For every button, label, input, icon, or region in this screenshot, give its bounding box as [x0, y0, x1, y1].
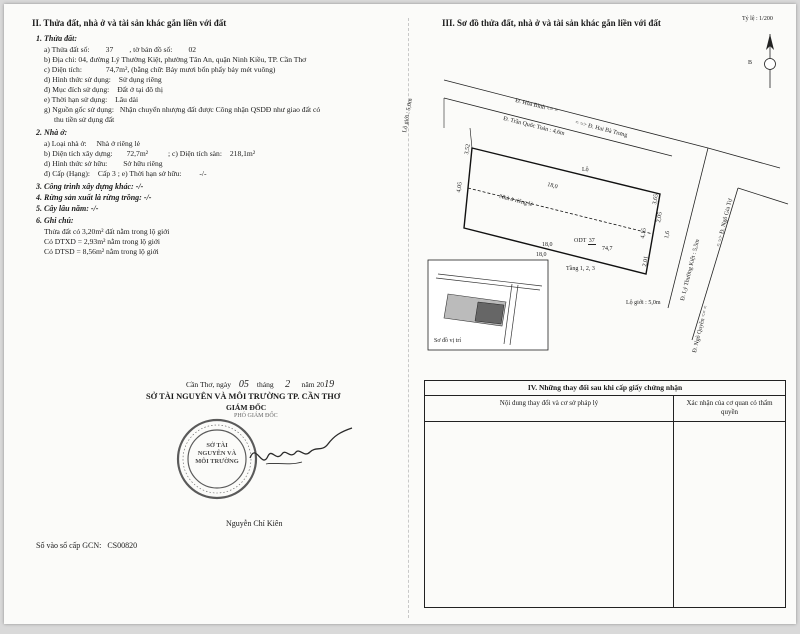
section-ii-title: II. Thửa đất, nhà ở và tài sản khác gắn liền với đất — [32, 18, 227, 28]
changes-col-content: Nội dung thay đổi và cơ sở pháp lý — [425, 396, 673, 422]
date-month-label: tháng — [256, 380, 274, 389]
other-works: 3. Công trình xây dựng khác: -/- — [36, 182, 144, 191]
house-row-d — [44, 159, 163, 168]
road-right-label: Đ. Lý Thường Kiệt : 5,5m — [680, 238, 702, 302]
changes-col-approval: Xác nhận của cơ quan có thẩm quyền — [674, 396, 785, 422]
date-month: 2 — [285, 379, 291, 390]
road-right-far-label: = => Đ. Ngô Gia Tự — [716, 198, 734, 248]
date-year-label: năm 20 — [301, 380, 325, 389]
house-row-b — [44, 149, 255, 158]
gcn-label: Số vào sổ cấp GCN: — [36, 541, 102, 550]
own-term-label: ; e) Thời hạn sở hữu: — [117, 169, 182, 178]
area-value: 74,7m², (bằng chữ: Bảy mươi bốn phẩy bảy mét vuông) — [105, 65, 276, 74]
seal-center-text: SỞ TÀI NGUYÊN VÀ MÔI TRƯỜNG — [195, 442, 239, 465]
road-bottom-label: Đ. Ngô Quyền <= = — [692, 305, 710, 354]
certificate-sheet — [4, 4, 796, 624]
land-row-g — [44, 105, 320, 114]
house-row-a — [44, 139, 140, 148]
map-sheet-number: 02 — [188, 45, 197, 54]
own-term-value: -/- — [199, 169, 207, 178]
lo-gioi-left: Lộ giới : 5,0m — [402, 98, 414, 134]
dim-right-2: 2,05 — [656, 211, 664, 224]
address-label: b) Địa chỉ: — [44, 55, 77, 64]
ownership-value: Sở hữu riêng — [123, 159, 163, 168]
house-type-label: a) Loại nhà ở: — [44, 139, 87, 148]
term-label: e) Thời hạn sử dụng: — [44, 95, 108, 104]
location-inset-label: Sơ đồ vị trí — [434, 338, 462, 344]
house-type-value: Nhà ở riêng lẻ — [96, 139, 140, 148]
origin-value-cont: thu tiền sử dụng đất — [54, 115, 115, 124]
signature-mark — [244, 422, 364, 482]
changes-title: IV. Những thay đổi sau khi cấp giấy chứng nhận — [425, 381, 785, 396]
dim-right-1: 3,65 — [652, 193, 660, 206]
land-heading: 1. Thửa đất: — [36, 34, 78, 43]
issue-date — [186, 380, 334, 389]
origin-label: g) Nguồn gốc sử dụng: — [44, 105, 114, 114]
floor-area-value: 218,1m² — [229, 149, 256, 158]
parcel-type-code: ODT — [574, 238, 587, 244]
address-value: 04, đường Lý Thường Kiệt, phường Tân An, quận Ninh Kiều, TP. Cần Thơ — [78, 55, 307, 64]
built-area-value: 72,7m² — [126, 149, 149, 158]
dim-mid: 18,0 — [542, 242, 553, 248]
road-top-label: Đ. Hòa Bình <= = — [514, 98, 559, 115]
note-line-1: Thửa đất có 3,20m² đất nằm trong lộ giới — [44, 227, 170, 236]
built-area-label: b) Diện tích xây dựng: — [44, 149, 113, 158]
changes-table — [424, 380, 786, 608]
purpose-value: Đất ở tại đô thị — [117, 85, 163, 94]
floors-label: Tầng 1, 2, 3 — [566, 266, 595, 272]
section-iii-title: III. Sơ đồ thửa đất, nhà ở và tài sản khác gắn liền với đất — [442, 18, 661, 28]
note-line-3: Có DTSD = 8,56m² nằm trong lộ giới — [44, 247, 159, 256]
dim-side: 1,6 — [664, 230, 672, 240]
land-row-d — [44, 75, 162, 84]
gcn-register — [36, 541, 137, 550]
area-label: c) Diện tích: — [44, 65, 82, 74]
map-sheet-label: , tờ bản đồ số: — [129, 45, 173, 54]
note-line-2: Có DTXD = 2,93m² nằm trong lộ giới — [44, 237, 161, 246]
parcel-map — [408, 28, 794, 358]
parcel-label: a) Thửa đất số: — [44, 45, 90, 54]
house-row-e — [44, 169, 207, 178]
usage-form-label: d) Hình thức sử dụng: — [44, 75, 111, 84]
dim-top: 18,0 — [546, 182, 559, 191]
origin-value: Nhận chuyển nhượng đất được Công nhận QSDĐ như giao đất có — [119, 105, 321, 114]
dim-right-3: 4,15 — [640, 227, 648, 240]
parcel-no-label: 37 — [588, 238, 595, 244]
dim-bot: 18,0 — [536, 252, 547, 258]
date-prefix: Cần Thơ, ngày — [186, 380, 232, 389]
term-value: Lâu dài — [115, 95, 139, 104]
lo-gioi-bottom: Lộ giới : 5,0m — [626, 300, 661, 306]
label-lo: Lộ — [582, 167, 589, 173]
house-label: Nhà ở riêng lẻ — [498, 194, 534, 209]
perennial-trees: 5. Cây lâu năm: -/- — [36, 204, 99, 213]
dim-left: 4,05 — [456, 181, 464, 194]
land-row-b — [44, 55, 306, 64]
road-top-label-2: = => Đ. Hai Bà Trưng — [574, 120, 628, 139]
ownership-label: d) Hình thức sở hữu: — [44, 159, 108, 168]
land-row-e — [44, 85, 163, 94]
notes-heading: 6. Ghi chú: — [36, 216, 74, 225]
signer-role: GIÁM ĐỐC — [226, 403, 267, 412]
road-inner-label: Đ. Trần Quốc Toản : 4,6m — [502, 116, 566, 138]
purpose-label: đ) Mục đích sử dụng: — [44, 85, 110, 94]
land-row-a — [44, 45, 210, 54]
gcn-number: CS00820 — [107, 541, 138, 550]
issuing-agency: SỞ TÀI NGUYÊN VÀ MÔI TRƯỜNG TP. CẦN THƠ — [146, 392, 341, 401]
dim-left-2: 3,52 — [464, 143, 472, 156]
date-day: 05 — [238, 379, 249, 390]
north-label: B — [748, 60, 753, 66]
usage-form-value: Sử dụng riêng — [118, 75, 162, 84]
parcel-area-label: 74,7 — [602, 246, 613, 252]
house-heading: 2. Nhà ở: — [36, 128, 68, 137]
signer-name: Nguyễn Chí Kiên — [226, 519, 283, 528]
changes-col-divider — [673, 396, 674, 607]
dim-right-4: 2,01 — [642, 255, 650, 268]
parcel-type — [574, 238, 596, 245]
signer-role-sub: PHÓ GIÁM ĐỐC — [234, 413, 278, 419]
map-scale: Tỷ lệ : 1/200 — [742, 16, 773, 22]
parcel-number: 37 — [105, 45, 114, 54]
grade-label: đ) Cấp (Hạng): — [44, 169, 90, 178]
grade-value: Cấp 3 — [97, 169, 116, 178]
date-year: 19 — [324, 379, 335, 390]
planted-forest: 4. Rừng sản xuất là rừng trồng: -/- — [36, 193, 152, 202]
floor-area-label: ; c) Diện tích sàn: — [167, 149, 222, 158]
land-row-f — [44, 95, 138, 104]
land-row-c — [44, 65, 275, 74]
